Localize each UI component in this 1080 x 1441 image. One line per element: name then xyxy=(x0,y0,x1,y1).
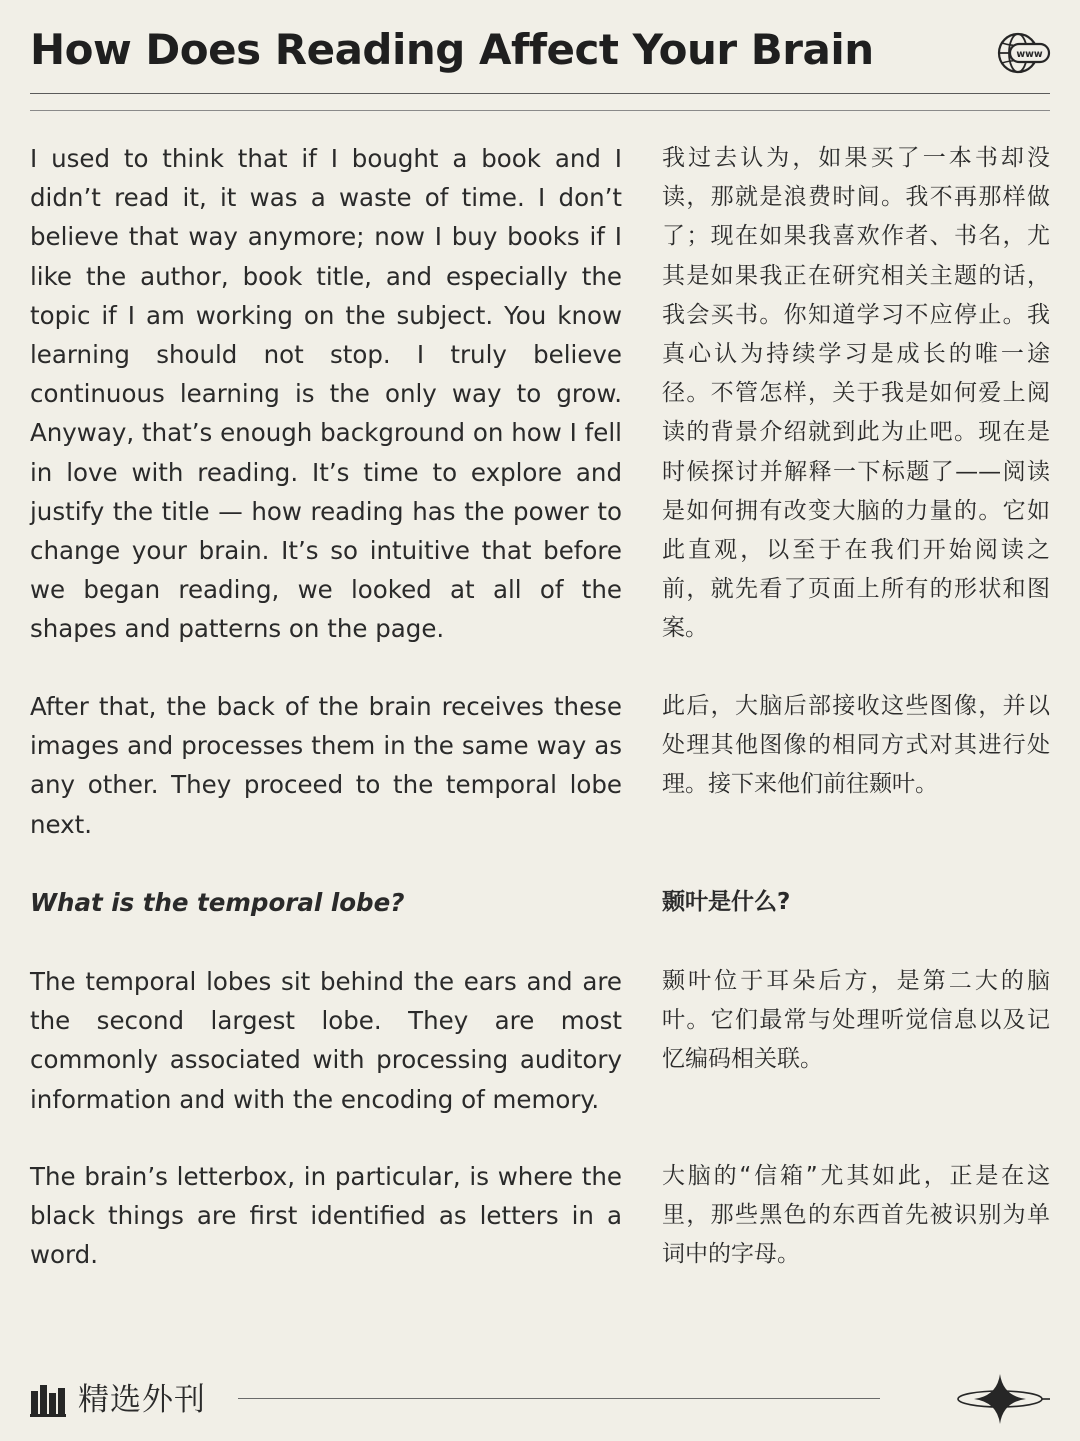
paragraph-4-chinese: 大脑的“信箱”尤其如此，正是在这里，那些黑色的东西首先被识别为单词中的字母。 xyxy=(662,1163,1050,1268)
paragraph-2-chinese: 此后，大脑后部接收这些图像，并以处理其他图像的相同方式对其进行处理。接下来他们前往颞叶。 xyxy=(662,693,1050,798)
four-point-star-icon xyxy=(956,1372,1050,1426)
brand-name: 精选外刊 xyxy=(78,1382,206,1418)
globe-label: www xyxy=(1016,49,1043,60)
globe-www-icon xyxy=(996,31,1052,75)
paragraph-3-english: The temporal lobes sit behind the ears and are the second largest lobe. They are most commonly associated with processing auditory information and with the encoding of memory. xyxy=(30,967,622,1114)
paragraph-1-chinese: 我过去认为，如果买了一本书却没读，那就是浪费时间。我不再那样做了；现在如果我喜欢作者、书名，尤其是如果我正在研究相关主题的话，我会买书。你知道学习不应停止。我真心认为持续学习是成长的唯一途径。不管怎样，关于我是如何爱上阅读的背景介绍就到此为止吧。现在是时候探讨并解释一下标题了——阅读是如何拥有改变大脑的力量的。它如此直观，以至于在我们开始阅读之前，就先看了页面上所有的形状和图案。 xyxy=(662,145,1050,642)
section-heading-english: What is the temporal lobe? xyxy=(30,888,405,917)
page-title: How Does Reading Affect Your Brain xyxy=(30,25,874,74)
section-heading-chinese: 颞叶是什么? xyxy=(662,889,791,915)
paragraph-4-english: The brain’s letterbox, in particular, is where the black things are first identified as letters in a word. xyxy=(30,1162,622,1270)
footer-divider xyxy=(238,1398,880,1399)
footer-brand xyxy=(30,1378,206,1422)
paragraph-2-english: After that, the back of the brain receives these images and processes them in the same way as any other. They proceed to the temporal lobe next. xyxy=(30,692,622,839)
paragraph-1-english: I used to think that if I bought a book and I didn’t read it, it was a waste of time. I don’t believe that way anymore; now I buy books if I like the author, book title, and especially the topic if I am working on the subject. You know learning should not stop. I truly believe continuous learning is the only way to grow. Anyway, that’s enough background on how I fell in love with reading. It’s time to explore and justify the title — how reading has the power to change your brain. It’s so intuitive that before we began reading, we looked at all of the shapes and patterns on the page. xyxy=(30,144,622,644)
header-divider-top xyxy=(30,93,1050,94)
paragraph-3-chinese: 颞叶位于耳朵后方，是第二大的脑叶。它们最常与处理听觉信息以及记忆编码相关联。 xyxy=(662,968,1050,1073)
bookshelf-bars-icon xyxy=(30,1383,66,1417)
header-divider-bottom xyxy=(30,110,1050,111)
